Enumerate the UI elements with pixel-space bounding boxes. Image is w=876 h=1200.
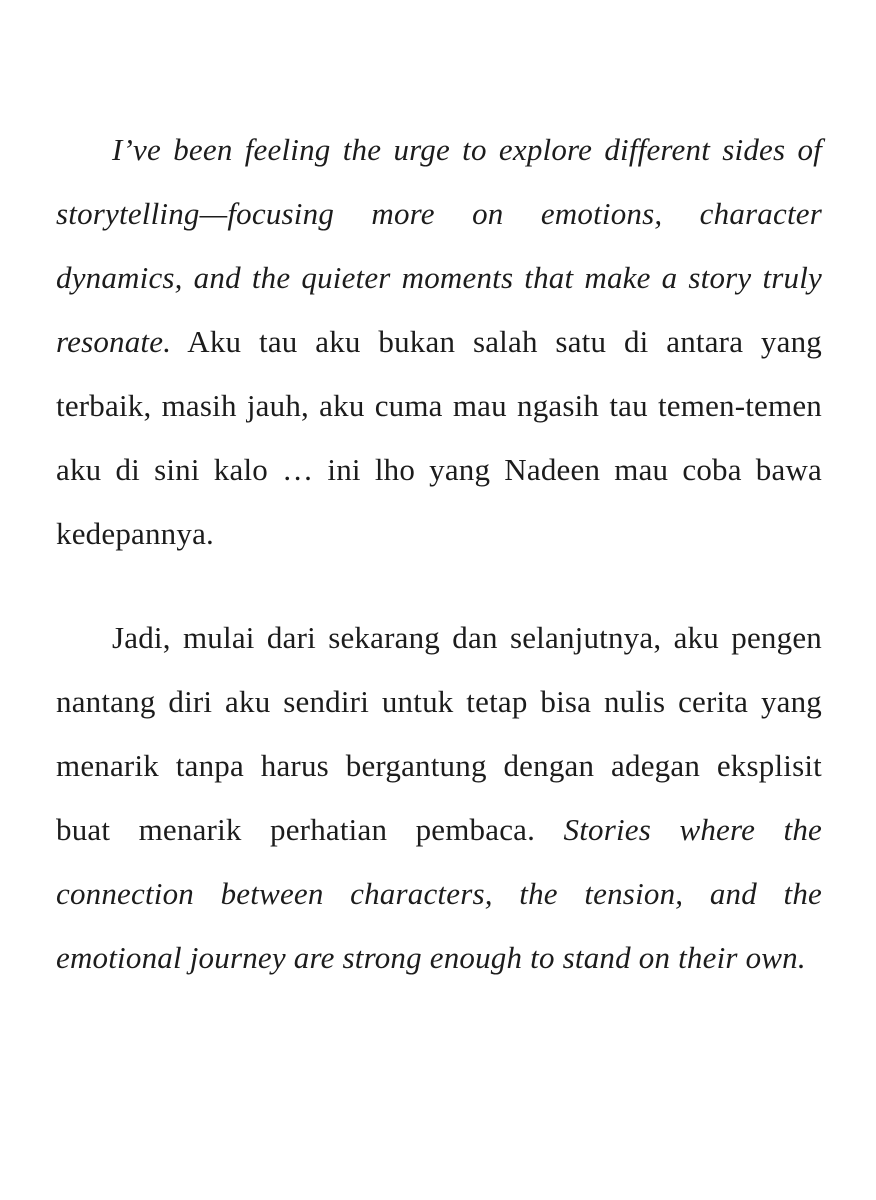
document-page <box>56 118 822 990</box>
paragraph-1-italic-lead: I’ve been feeling the urge to explore different sides of storytelling—focusing more on emotions, character dynamics, and the quieter moments that make a story truly resonate. <box>56 132 822 359</box>
paragraph-1 <box>56 118 822 566</box>
paragraph-1-body: Aku tau aku bukan salah satu di antara yang terbaik, masih jauh, aku cuma mau ngasih tau temen-temen aku di sini kalo … ini lho yang Nadeen mau coba bawa kedepannya. <box>56 324 822 551</box>
paragraph-2-body: Jadi, mulai dari sekarang dan selanjutnya, aku pengen nantang diri aku sendiri untuk tetap bisa nulis cerita yang menarik tanpa harus bergantung dengan adegan eksplisit buat menarik perhatian pembaca. <box>56 620 822 847</box>
paragraph-2-italic-tail: Stories where the connection between characters, the tension, and the emotional journey are strong enough to stand on their own. <box>56 812 822 975</box>
paragraph-2 <box>56 606 822 990</box>
